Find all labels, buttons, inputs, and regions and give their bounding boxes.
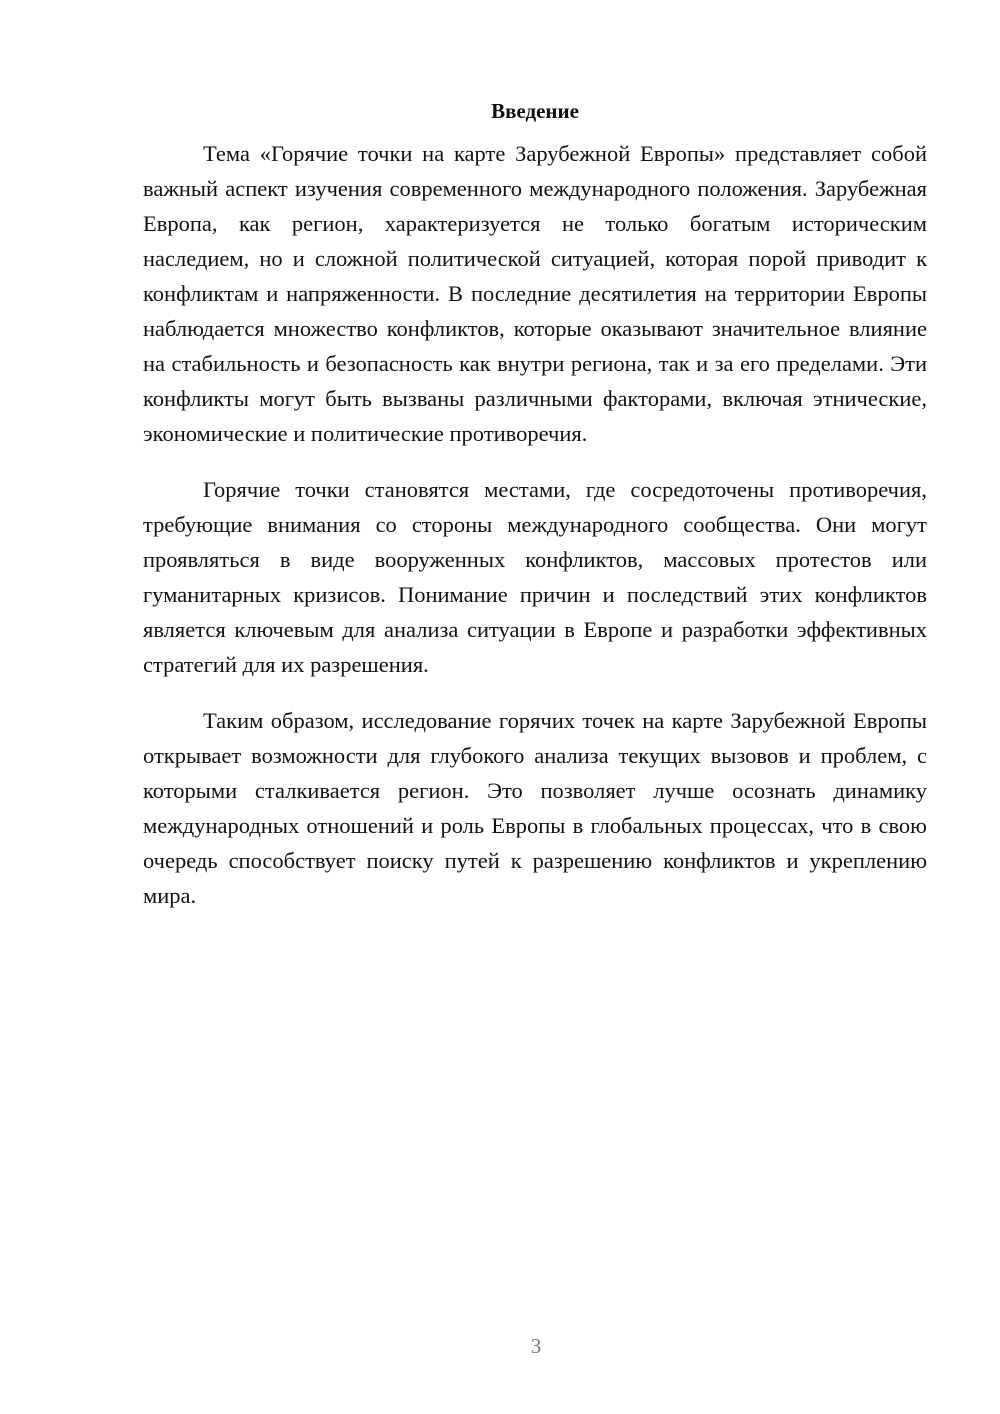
paragraph-1: Тема «Горячие точки на карте Зарубежной Европы» представляет собой важный аспект изучения современного международного положения. Зарубежная Европа, как регион, характеризуется не только богатым историческим наследием, но и сложной политической ситуацией, которая порой приводит к конфликтам и напряженности. В последние десятилетия на территории Европы наблюдается множество конфликтов, которые оказывают значительное влияние на стабильность и безопасность как внутри региона, так и за его пределами. Эти конфликты могут быть вызваны различными факторами, включая этнические, экономические и политические противоречия. — [143, 141, 927, 446]
paragraph-3: Таким образом, исследование горячих точек на карте Зарубежной Европы открывает возможности для глубокого анализа текущих вызовов и проблем, с которыми сталкивается регион. Это позволяет лучше осознать динамику международных отношений и роль Европы в глобальных процессах, что в свою очередь способствует поиску путей к разрешению конфликтов и укреплению мира. — [143, 708, 927, 908]
page-number: 3 — [530, 1334, 542, 1358]
section-title: Введение — [491, 99, 579, 123]
paragraph-2: Горячие точки становятся местами, где сосредоточены противоречия, требующие внимания со стороны международного сообщества. Они могут проявляться в виде вооруженных конфликтов, массовых протестов или гуманитарных кризисов. Понимание причин и последствий этих конфликтов является ключевым для анализа ситуации в Европе и разработки эффективных стратегий для их разрешения. — [143, 477, 927, 677]
page-content — [143, 96, 927, 934]
